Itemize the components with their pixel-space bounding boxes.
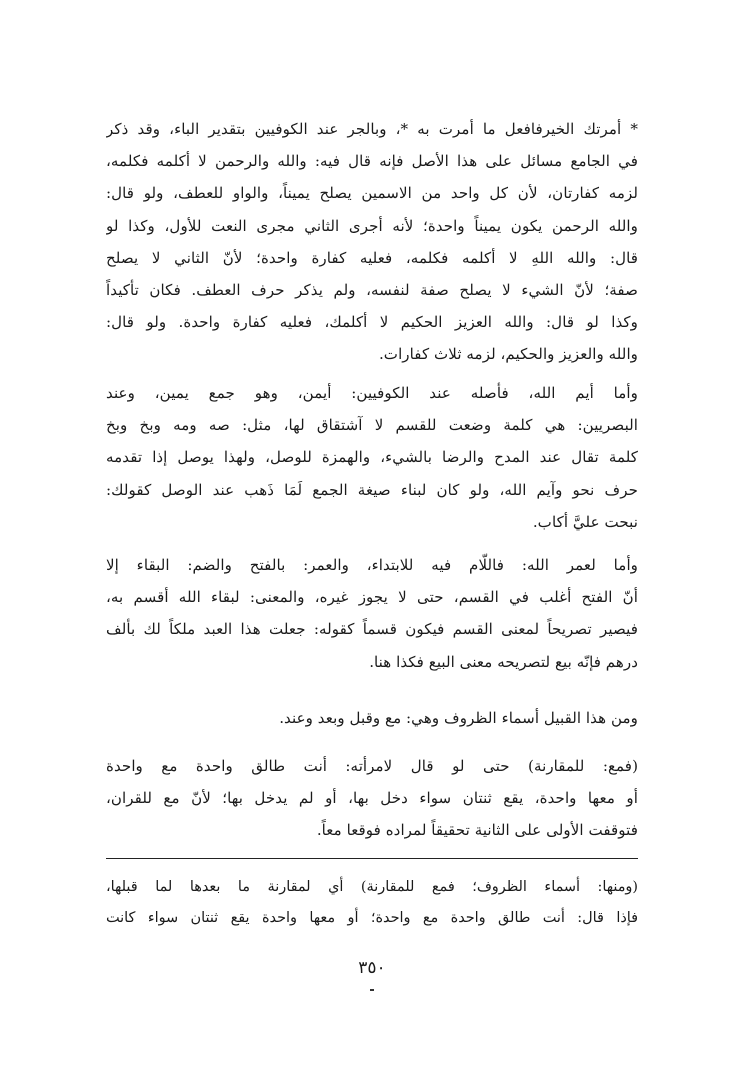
page-number-mark: [370, 989, 374, 991]
paragraph-la-amr-allah: [106, 549, 638, 678]
text-line: وأما لعمر الله: فاللّام فيه للابتداء، والعمر: بالفتح والضم: البقاء إلا: [106, 556, 638, 574]
footnote: [106, 872, 638, 934]
text-line: حرف نحو وآيم الله، ولو كان لبناء صيغة الجمع لَمَا ذَهب عند الوصل كقولك:: [106, 480, 638, 499]
paragraph-oath-conjunction: [106, 113, 638, 371]
page-number: ٣٥٠: [358, 958, 386, 978]
text-line: والله والعزيز والحكيم، لزمه ثلاث كفارات.: [378, 345, 638, 364]
text-line: فتوقفت الأولى على الثانية تحقيقاً لمراده فوقعا معاً.: [316, 821, 638, 840]
text-line: صفة؛ لأنّ الشيء لا يصلح صفة لنفسه، ولم يذكر حرف العطف. فكان تأكيداً: [106, 281, 638, 300]
paragraph-adverbs-of-time: [106, 702, 638, 734]
footnote-divider: [106, 858, 638, 859]
paragraph-aym-allah: [106, 377, 638, 538]
text-line: والله الرحمن يكون يميناً واحدة؛ لأنه أجرى الثاني مجرى النعت للأول، وكذا لو: [106, 216, 638, 235]
text-line: قال: والله اللهِ لا أكلمه فكلمه، فعليه كفارة واحدة؛ لأنّ الثاني لا يصلح: [106, 248, 638, 267]
text-line: أنّ الفتح أغلب في القسم، حتى لا يجوز غيره، والمعنى: لبقاء الله أقسم به،: [106, 588, 638, 607]
text-line: درهم فإنّه بيع لتصريحه معنى البيع فكذا هنا.: [369, 652, 638, 671]
text-line: كلمة تقال عند المدح والرضا بالشيء، والهمزة للوصل، ولهذا يوصل إذا تقدمه: [106, 448, 638, 467]
text-line: * أمرتك الخيرفافعل ما أمرت به *، وبالجر عند الكوفيين بتقدير الباء، وقد ذكر: [106, 120, 638, 138]
text-line: فيصير تصريحاً لمعنى القسم فيكون قسماً كقوله: جعلت هذا العبد ملكاً لك بألف: [106, 620, 638, 639]
text-line: ومن هذا القبيل أسماء الظروف وهي: مع وقبل وبعد وعند.: [279, 709, 638, 727]
text-line: في الجامع مسائل على هذا الأصل فإنه قال فيه: والله والرحمن لا أكلمه فكلمه،: [106, 152, 638, 171]
text-line: نبحت عليَّ أكاب.: [532, 512, 638, 531]
text-line: أو معها واحدة، يقع ثنتان سواء دخل بها، أو لم يدخل بها؛ لأنّ مع للقران،: [106, 789, 638, 808]
footnote-line: (ومنها: أسماء الظروف؛ فمع للمقارنة) أي لمقارنة ما بعدها لما قبلها،: [106, 879, 638, 895]
text-line: البصريين: هي كلمة وضعت للقسم لا آشتقاق لها، مثل: صه ومه وبخ وبخ: [106, 416, 638, 435]
paragraph-maa-association: [106, 750, 638, 847]
text-line: (فمع: للمقارنة) حتى لو قال لامرأته: أنت طالق واحدة مع واحدة: [106, 757, 638, 775]
text-line: لزمه كفارتان، لأن كل واحد من الاسمين يصلح يميناً، والواو للعطف، ولو قال:: [106, 184, 638, 203]
footnote-line: فإذا قال: أنت طالق واحدة مع واحدة؛ أو معها واحدة يقع ثنتان سواء كانت: [106, 910, 638, 926]
text-line: وكذا لو قال: والله العزيز الحكيم لا أكلمك، فعليه كفارة واحدة. ولو قال:: [106, 313, 638, 332]
text-line: وأما أيم الله، فأصله عند الكوفيين: أيمن، وهو جمع يمين، وعند: [106, 384, 638, 402]
